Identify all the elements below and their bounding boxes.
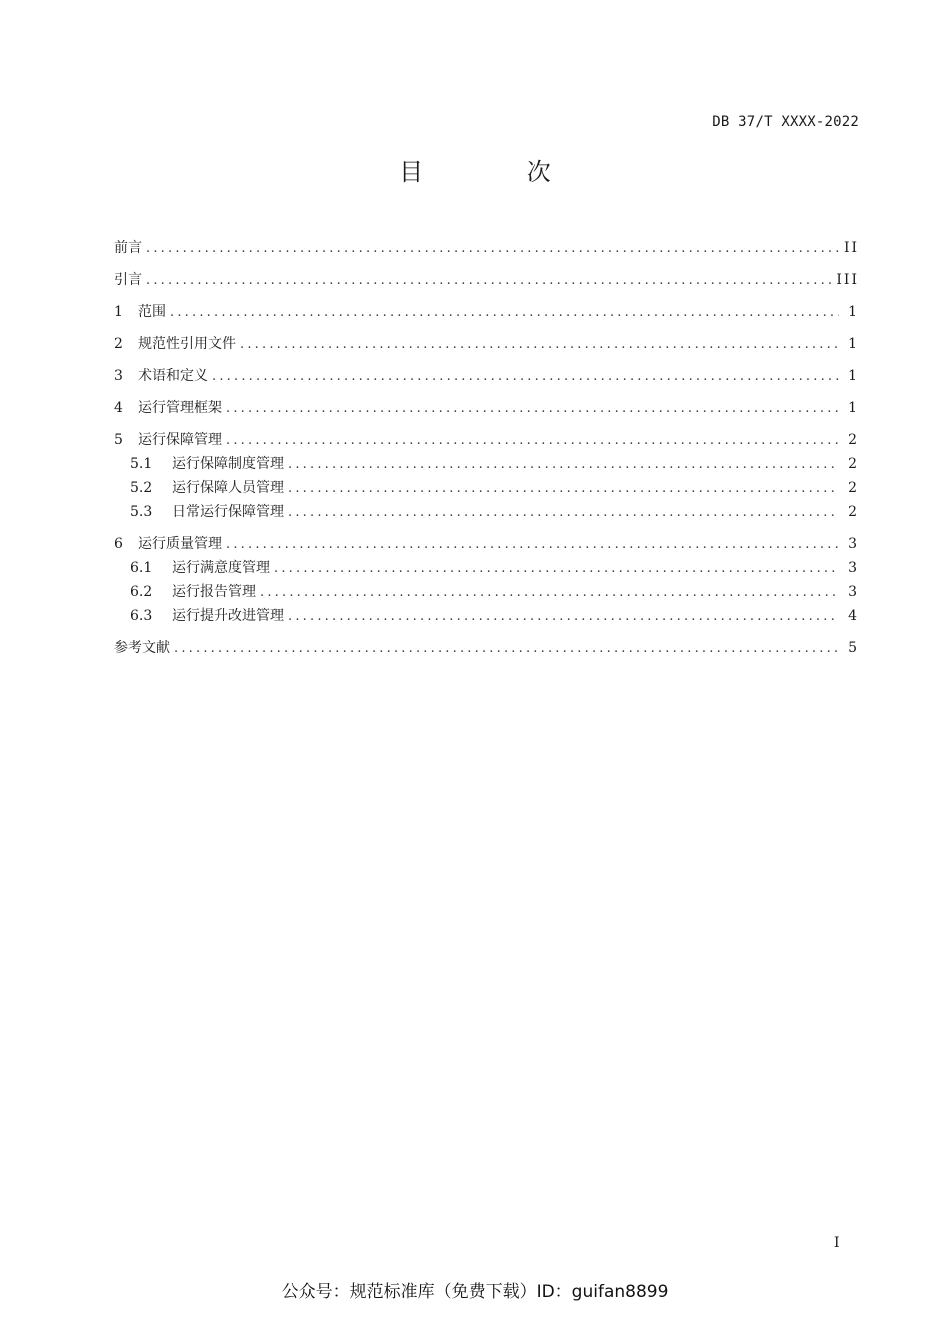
toc-leader-dots <box>288 477 839 501</box>
toc-entry-5[interactable] <box>114 428 859 452</box>
toc-entry-2[interactable] <box>114 332 859 356</box>
toc-entry-number: 4 <box>114 400 123 416</box>
toc-page-number: 1 <box>848 304 859 320</box>
toc-leader-dots <box>260 581 839 605</box>
toc-leader-dots <box>226 397 839 421</box>
toc-entry-6[interactable] <box>114 532 859 556</box>
toc-entry-foreword[interactable] <box>114 236 859 260</box>
toc-entry-number: 6 <box>114 536 123 552</box>
toc-page-number: 1 <box>848 368 859 384</box>
toc-entry-6-2[interactable] <box>114 580 859 604</box>
toc-leader-dots <box>288 453 839 477</box>
toc-entry-number: 1 <box>114 304 123 320</box>
toc-leader-dots <box>226 429 839 453</box>
toc-entry-5-2[interactable] <box>114 476 859 500</box>
toc-entry-label: 运行质量管理 <box>138 536 222 552</box>
toc-leader-dots <box>240 333 839 357</box>
toc-entry-number: 6.3 <box>130 608 153 624</box>
toc-page-number: 3 <box>848 584 859 600</box>
toc-entry-label: 引言 <box>114 272 142 288</box>
page-title: 目 次 <box>399 158 599 186</box>
toc-entry-label: 前言 <box>114 240 142 256</box>
toc-entry-label: 参考文献 <box>114 640 170 656</box>
toc-entry-5-3[interactable] <box>114 500 859 524</box>
toc-entry-number: 3 <box>114 368 123 384</box>
toc-page-number: 1 <box>848 400 859 416</box>
toc-entry-number: 5.1 <box>130 456 153 472</box>
toc-entry-5-1[interactable] <box>114 452 859 476</box>
toc-page-number: 1 <box>848 336 859 352</box>
toc-page-number: 4 <box>848 608 859 624</box>
toc-page-number: 5 <box>848 640 859 656</box>
footer-watermark: 公众号：规范标准库（免费下载）ID：guifan8899 <box>281 1282 669 1302</box>
page-number: I <box>834 1235 840 1251</box>
toc-leader-dots <box>146 269 832 293</box>
toc-leader-dots <box>274 557 839 581</box>
toc-entry-6-3[interactable] <box>114 604 859 628</box>
toc-leader-dots <box>226 533 839 557</box>
toc-page-number: 2 <box>848 480 859 496</box>
toc-page-number: 3 <box>848 560 859 576</box>
table-of-contents <box>114 236 859 660</box>
toc-page-number: III <box>836 272 859 288</box>
toc-leader-dots <box>288 501 839 525</box>
toc-entry-label: 运行报告管理 <box>172 584 256 600</box>
toc-leader-dots <box>288 605 839 629</box>
toc-entry-label: 术语和定义 <box>138 368 208 384</box>
toc-page-number: 2 <box>848 504 859 520</box>
toc-entry-number: 5.2 <box>130 480 153 496</box>
toc-page-number: 2 <box>848 456 859 472</box>
toc-entry-label: 运行提升改进管理 <box>172 608 284 624</box>
toc-page-number: 3 <box>848 536 859 552</box>
toc-entry-label: 运行保障人员管理 <box>172 480 284 496</box>
toc-entry-number: 2 <box>114 336 123 352</box>
toc-entry-1[interactable] <box>114 300 859 324</box>
toc-entry-bibliography[interactable] <box>114 636 859 660</box>
toc-entry-number: 5 <box>114 432 123 448</box>
toc-entry-4[interactable] <box>114 396 859 420</box>
toc-entry-label: 日常运行保障管理 <box>172 504 284 520</box>
document-code: DB 37/T XXXX-2022 <box>712 114 859 130</box>
toc-entry-label: 规范性引用文件 <box>138 336 236 352</box>
toc-leader-dots <box>170 301 839 325</box>
toc-page-number: II <box>843 240 859 256</box>
toc-entry-3[interactable] <box>114 364 859 388</box>
toc-leader-dots <box>146 237 839 261</box>
toc-entry-introduction[interactable] <box>114 268 859 292</box>
toc-entry-label: 范围 <box>138 304 166 320</box>
toc-leader-dots <box>212 365 839 389</box>
toc-entry-number: 6.1 <box>130 560 153 576</box>
toc-leader-dots <box>174 637 839 661</box>
toc-entry-number: 5.3 <box>130 504 153 520</box>
toc-entry-number: 6.2 <box>130 584 153 600</box>
toc-page-number: 2 <box>848 432 859 448</box>
toc-entry-6-1[interactable] <box>114 556 859 580</box>
toc-entry-label: 运行满意度管理 <box>172 560 270 576</box>
toc-entry-label: 运行保障管理 <box>138 432 222 448</box>
toc-entry-label: 运行管理框架 <box>138 400 222 416</box>
toc-entry-label: 运行保障制度管理 <box>172 456 284 472</box>
